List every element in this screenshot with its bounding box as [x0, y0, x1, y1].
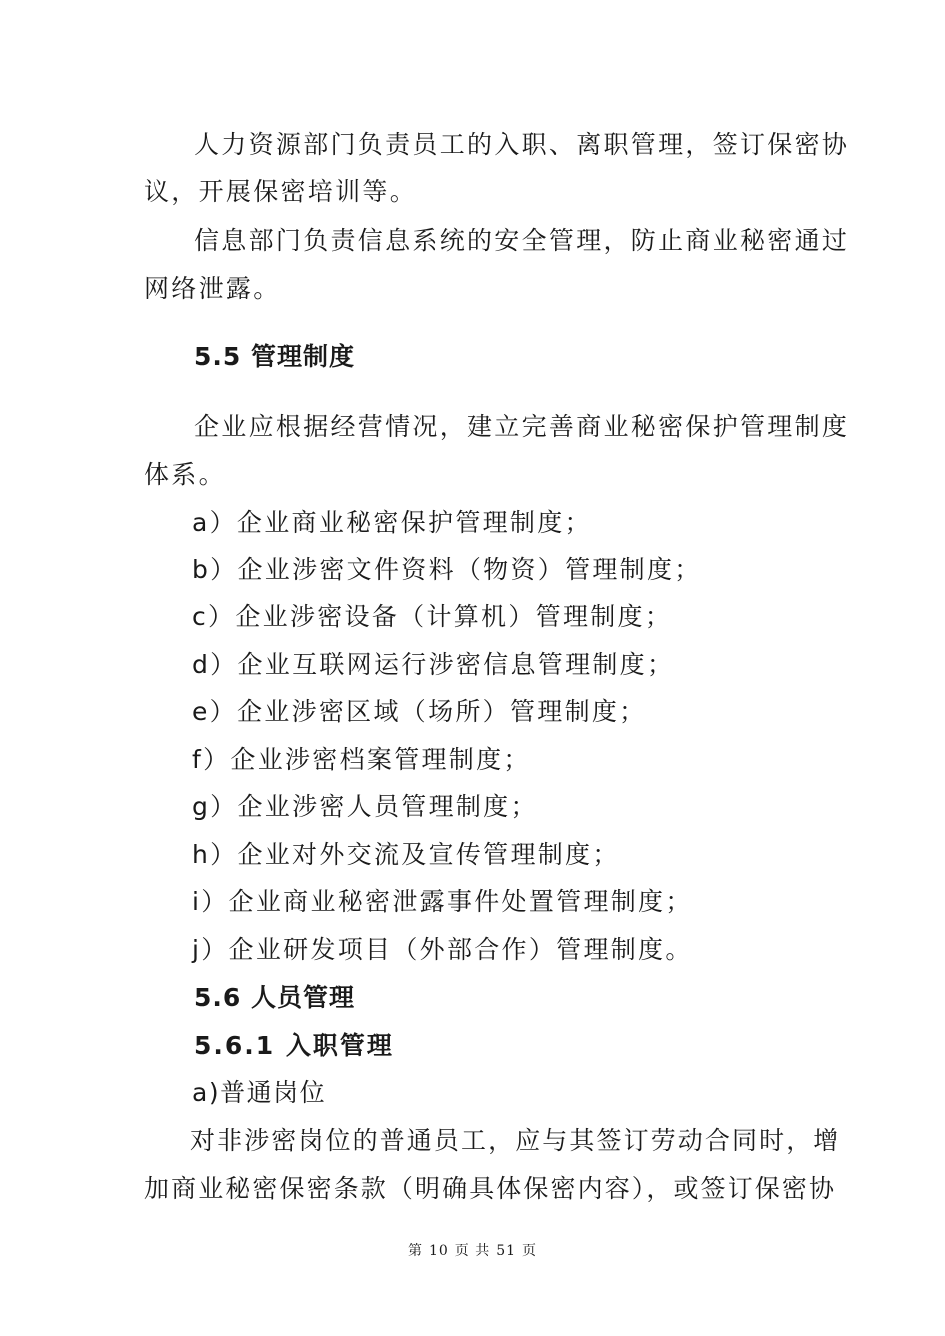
list-item: g）企业涉密人员管理制度；	[192, 792, 538, 821]
list-item: j）企业研发项目（外部合作）管理制度。	[192, 935, 693, 964]
section-5-6-paragraph-line1: 对非涉密岗位的普通员工，应与其签订劳动合同时，增	[190, 1126, 841, 1155]
section-5-6-1-heading: 5.6.1 入职管理	[194, 1031, 394, 1060]
section-5-5-intro-line2: 体系。	[144, 460, 226, 489]
paragraph-it-line1: 信息部门负责信息系统的安全管理，防止商业秘密通过	[194, 226, 850, 255]
list-item: f）企业涉密档案管理制度；	[192, 745, 531, 774]
paragraph-hr-line1: 人力资源部门负责员工的入职、离职管理，签订保密协	[194, 130, 850, 159]
list-item: i）企业商业秘密泄露事件处置管理制度；	[192, 887, 693, 916]
paragraph-it-line2: 网络泄露。	[144, 274, 281, 303]
page-footer	[0, 1241, 945, 1261]
section-5-5-heading: 5.5 管理制度	[194, 342, 355, 371]
list-item: b）企业涉密文件资料（物资）管理制度；	[192, 555, 702, 584]
list-item: c）企业涉密设备（计算机）管理制度；	[192, 602, 673, 631]
footer-mid: 页 共	[454, 1243, 491, 1259]
section-5-6-heading: 5.6 人员管理	[194, 983, 355, 1012]
list-item: d）企业互联网运行涉密信息管理制度；	[192, 650, 675, 679]
footer-prefix: 第	[407, 1243, 423, 1259]
page-number: 10	[428, 1243, 449, 1259]
list-item: a）企业商业秘密保护管理制度；	[192, 508, 592, 537]
sub-item-label: a)普通岗位	[192, 1078, 327, 1107]
section-5-5-intro-line1: 企业应根据经营情况，建立完善商业秘密保护管理制度	[194, 412, 850, 441]
footer-suffix: 页	[522, 1243, 538, 1259]
section-5-6-paragraph-line2: 加商业秘密保密条款（明确具体保密内容），或签订保密协	[144, 1174, 837, 1203]
list-item: e）企业涉密区域（场所）管理制度；	[192, 697, 647, 726]
list-item: h）企业对外交流及宣传管理制度；	[192, 840, 620, 869]
total-pages: 51	[496, 1243, 517, 1259]
paragraph-hr-line2: 议，开展保密培训等。	[144, 177, 418, 206]
